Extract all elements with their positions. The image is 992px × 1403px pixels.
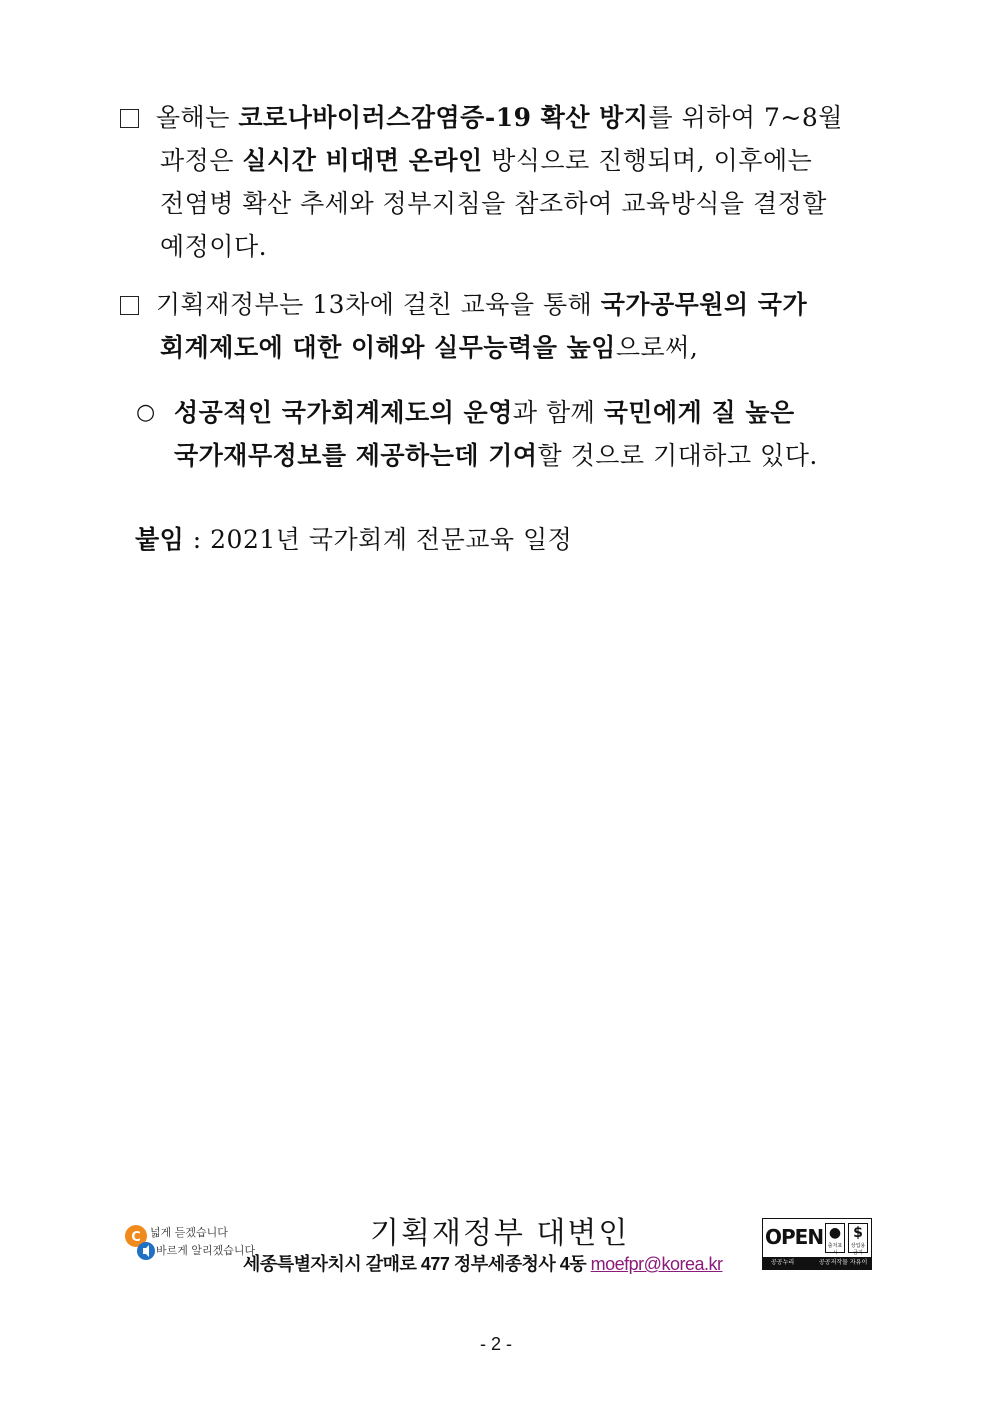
circle-bullet-icon: ○ (136, 400, 156, 425)
open-license-badge (762, 1218, 872, 1278)
svg-text:C: C (131, 1230, 141, 1245)
email-link[interactable]: moefpr@korea.kr (590, 1254, 723, 1274)
attachment-separator: : (192, 525, 202, 554)
paragraph-1-line-3: 전염병 확산 추세와 정부지침을 참조하여 교육방식을 결정할 (160, 189, 827, 218)
attachment-label: 붙임 (135, 525, 185, 554)
no-commercial-icon: $ 상업용금지 (848, 1223, 868, 1253)
checkbox-square-icon (120, 296, 139, 315)
slogan-logo (124, 1218, 256, 1266)
open-label: OPEN (765, 1225, 824, 1249)
license-bar: 공공누리 공공저작물 자유이용허락 (763, 1257, 871, 1269)
page-number: - 2 - (479, 1334, 512, 1354)
paragraph-1-line-1: 올해는 코로나바이러스감염증-19 확산 방지를 위하여 7~8월 (120, 96, 843, 139)
paragraph-2-line-2: 회계제도에 대한 이해와 실무능력을 높임으로써, (160, 333, 699, 362)
attachment-line (135, 520, 572, 556)
attachment-text: 2021년 국가회계 전문교육 일정 (210, 525, 573, 554)
paragraph-3-line-1: 성공적인 국가회계제도의 운영과 함께 국민에게 질 높은 (174, 398, 795, 427)
paragraph-3-line-2: 국가재무정보를 제공하는데 기여할 것으로 기대하고 있다. (174, 441, 818, 470)
checkbox-square-icon (120, 109, 139, 128)
paragraph-2-line-1: 기획재정부는 13차에 걸친 교육을 통해 국가공무원의 국가 (120, 283, 807, 326)
footer-address: 세종특별자치시 갈매로 477 정부세종청사 4동 moefpr@korea.kr (243, 1254, 723, 1274)
paragraph-1-line-4: 예정이다. (160, 232, 268, 261)
paragraph-1-line-2: 과정은 실시간 비대면 온라인 방식으로 진행되며, 이후에는 (160, 146, 813, 175)
attribution-icon: ● 출처표시 (825, 1223, 845, 1253)
slogan-line-2: 바르게 알리겠습니다 (156, 1244, 256, 1257)
footer-title: 기획재정부 대변인 (370, 1216, 630, 1251)
slogan-line-1: 넓게 듣겠습니다 (150, 1226, 228, 1239)
